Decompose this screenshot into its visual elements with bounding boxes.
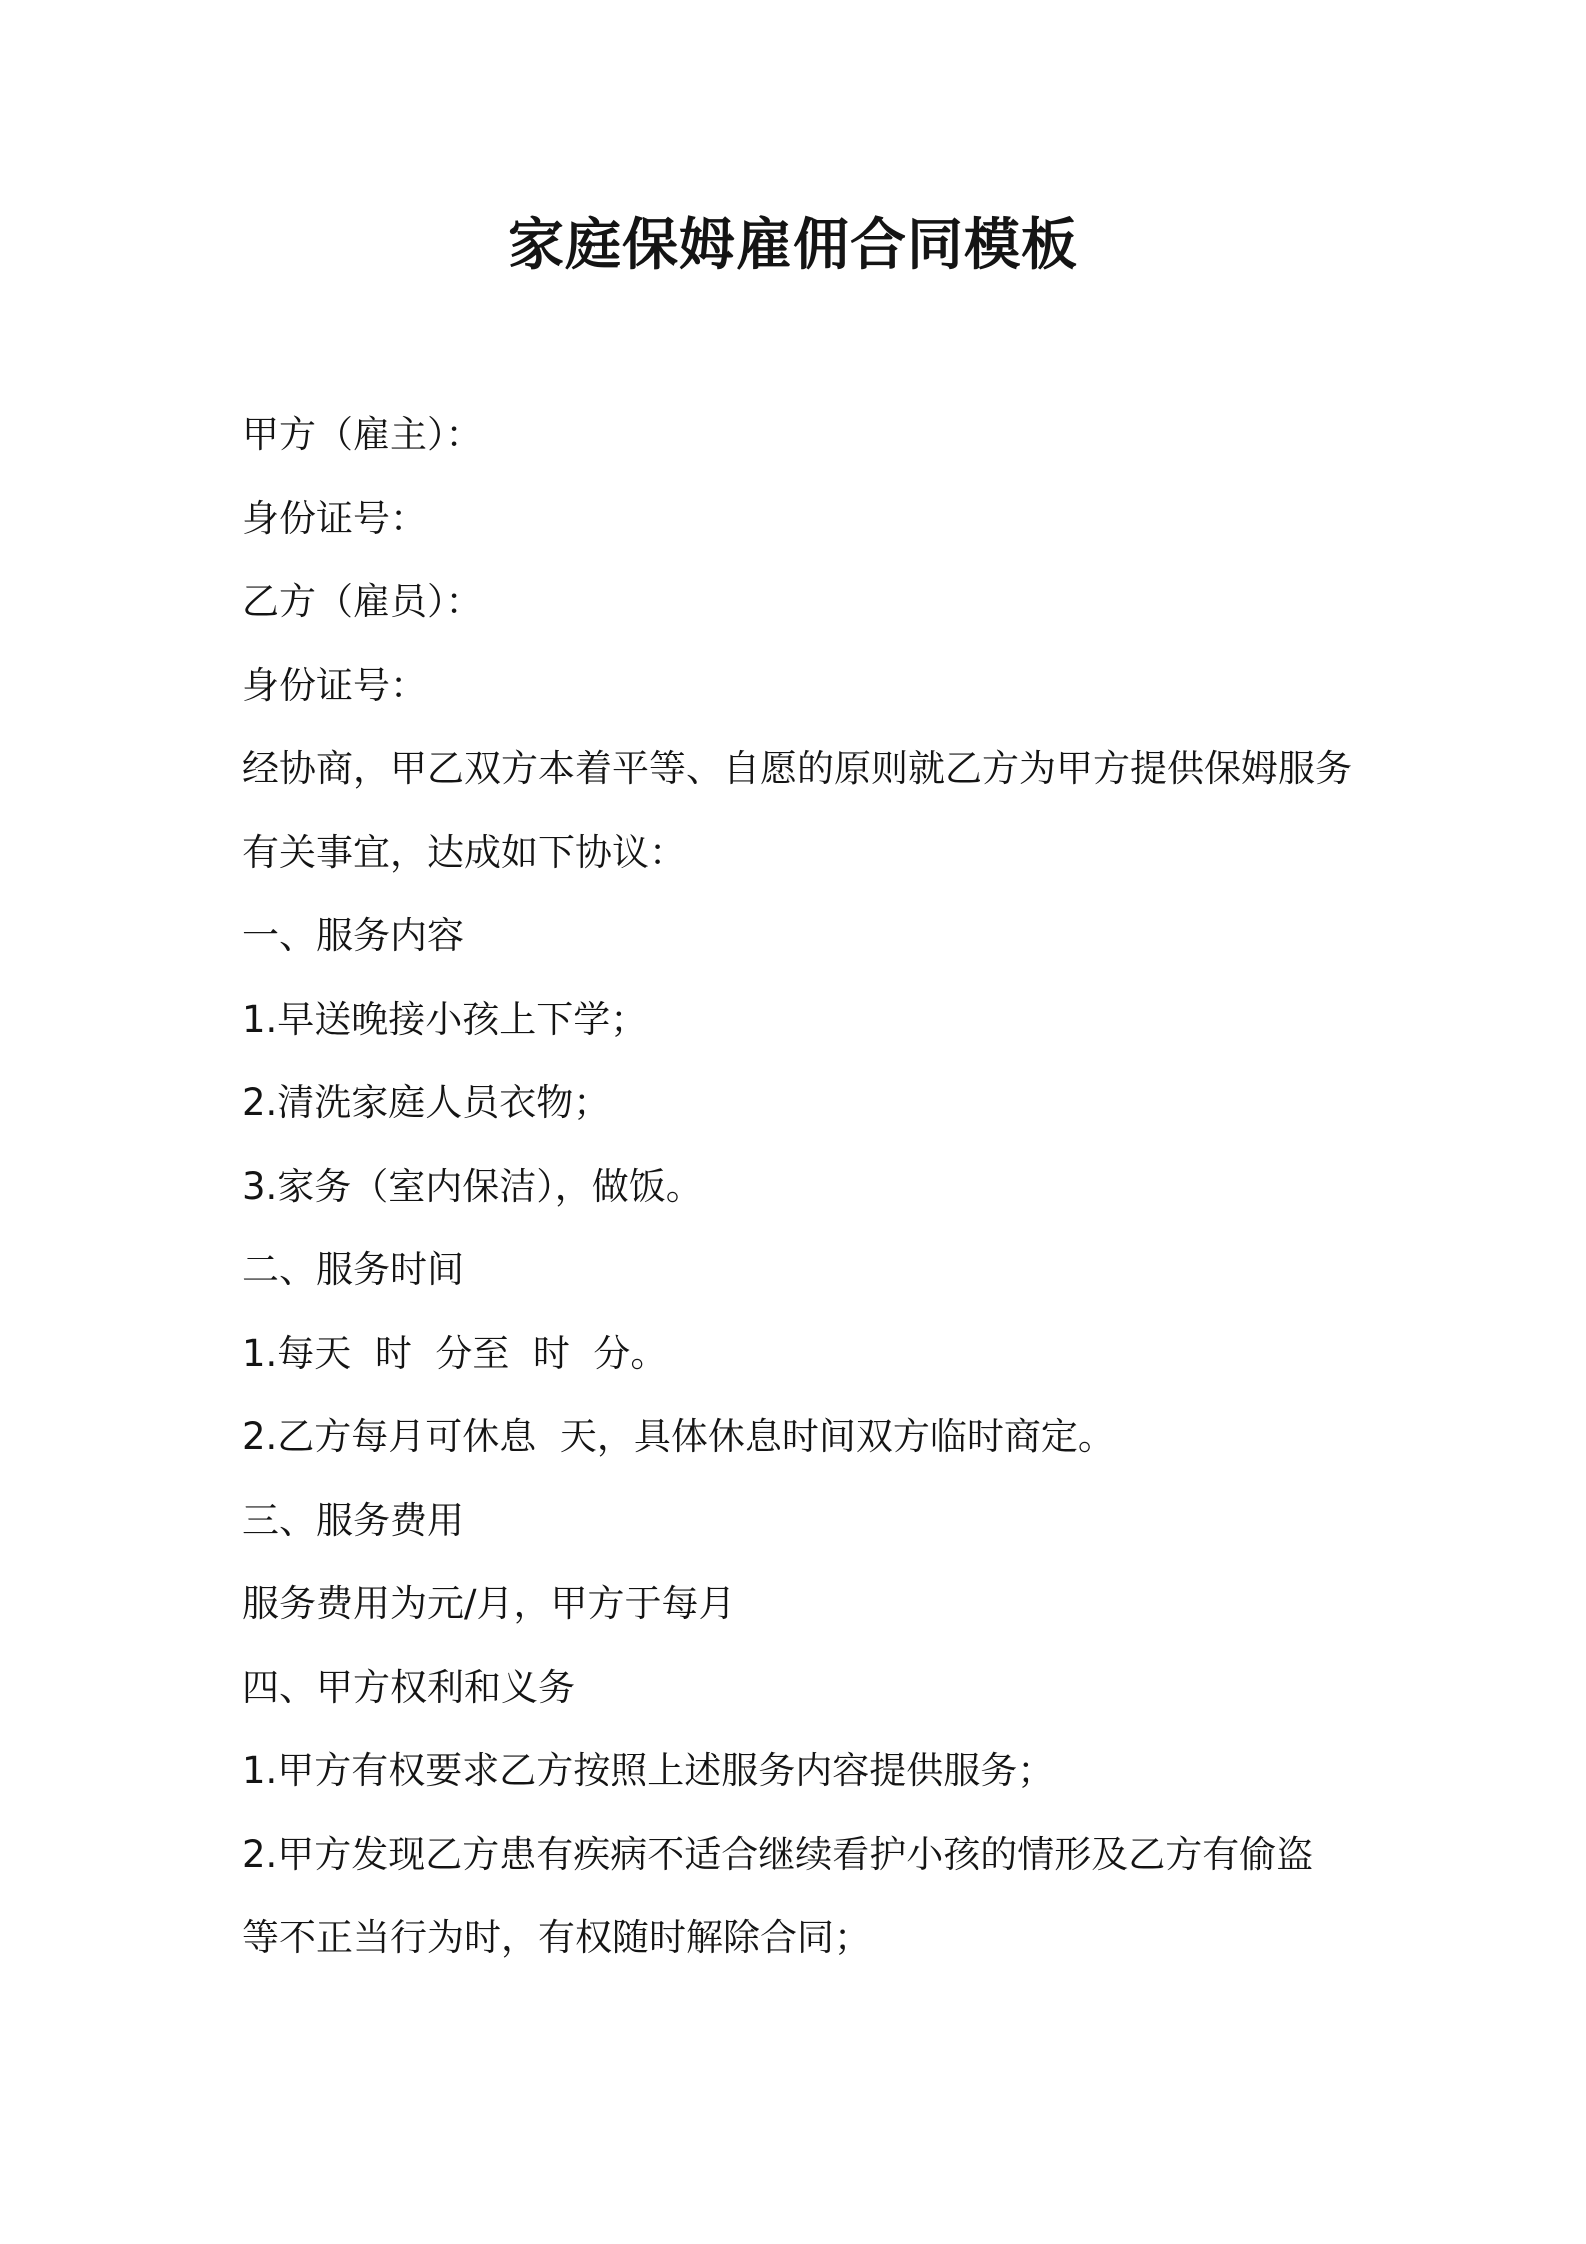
section-heading: 四、甲方权利和义务 (242, 1665, 575, 1709)
party-a-id-label: 身份证号： (242, 496, 427, 540)
clause-line: 2.甲方发现乙方患有疾病不适合继续看护小孩的情形及乙方有偷盗 (242, 1832, 1314, 1876)
clause-line: 3.家务（室内保洁），做饭。 (242, 1164, 703, 1208)
section-heading: 三、服务费用 (242, 1498, 464, 1542)
clause-line: 等不正当行为时，有权随时解除合同； (242, 1916, 871, 1959)
preamble-line: 经协商，甲乙双方本着平等、自愿的原则就乙方为甲方提供保姆服务 (242, 747, 1352, 790)
party-a-label: 甲方（雇主）： (242, 413, 483, 456)
preamble-line: 有关事宜，达成如下协议： (242, 830, 686, 874)
section-heading: 一、服务内容 (242, 914, 464, 957)
clause-line: 2.乙方每月可休息 天，具体休息时间双方临时商定。 (242, 1415, 1115, 1458)
clause-line: 1.甲方有权要求乙方按照上述服务内容提供服务； (242, 1749, 1055, 1792)
party-b-id-label: 身份证号： (242, 663, 427, 707)
clause-line: 1.每天 时 分至 时 分。 (242, 1331, 668, 1375)
section-heading: 二、服务时间 (242, 1248, 464, 1291)
document-body (242, 400, 1362, 1987)
clause-line: 2.清洗家庭人员衣物； (242, 1081, 611, 1124)
clause-line: 服务费用为元/月，甲方于每月 (242, 1582, 736, 1625)
party-b-label: 乙方（雇员）： (242, 580, 483, 623)
clause-line: 1.早送晚接小孩上下学； (242, 997, 648, 1041)
document-title: 家庭保姆雇佣合同模板 (508, 213, 1078, 278)
